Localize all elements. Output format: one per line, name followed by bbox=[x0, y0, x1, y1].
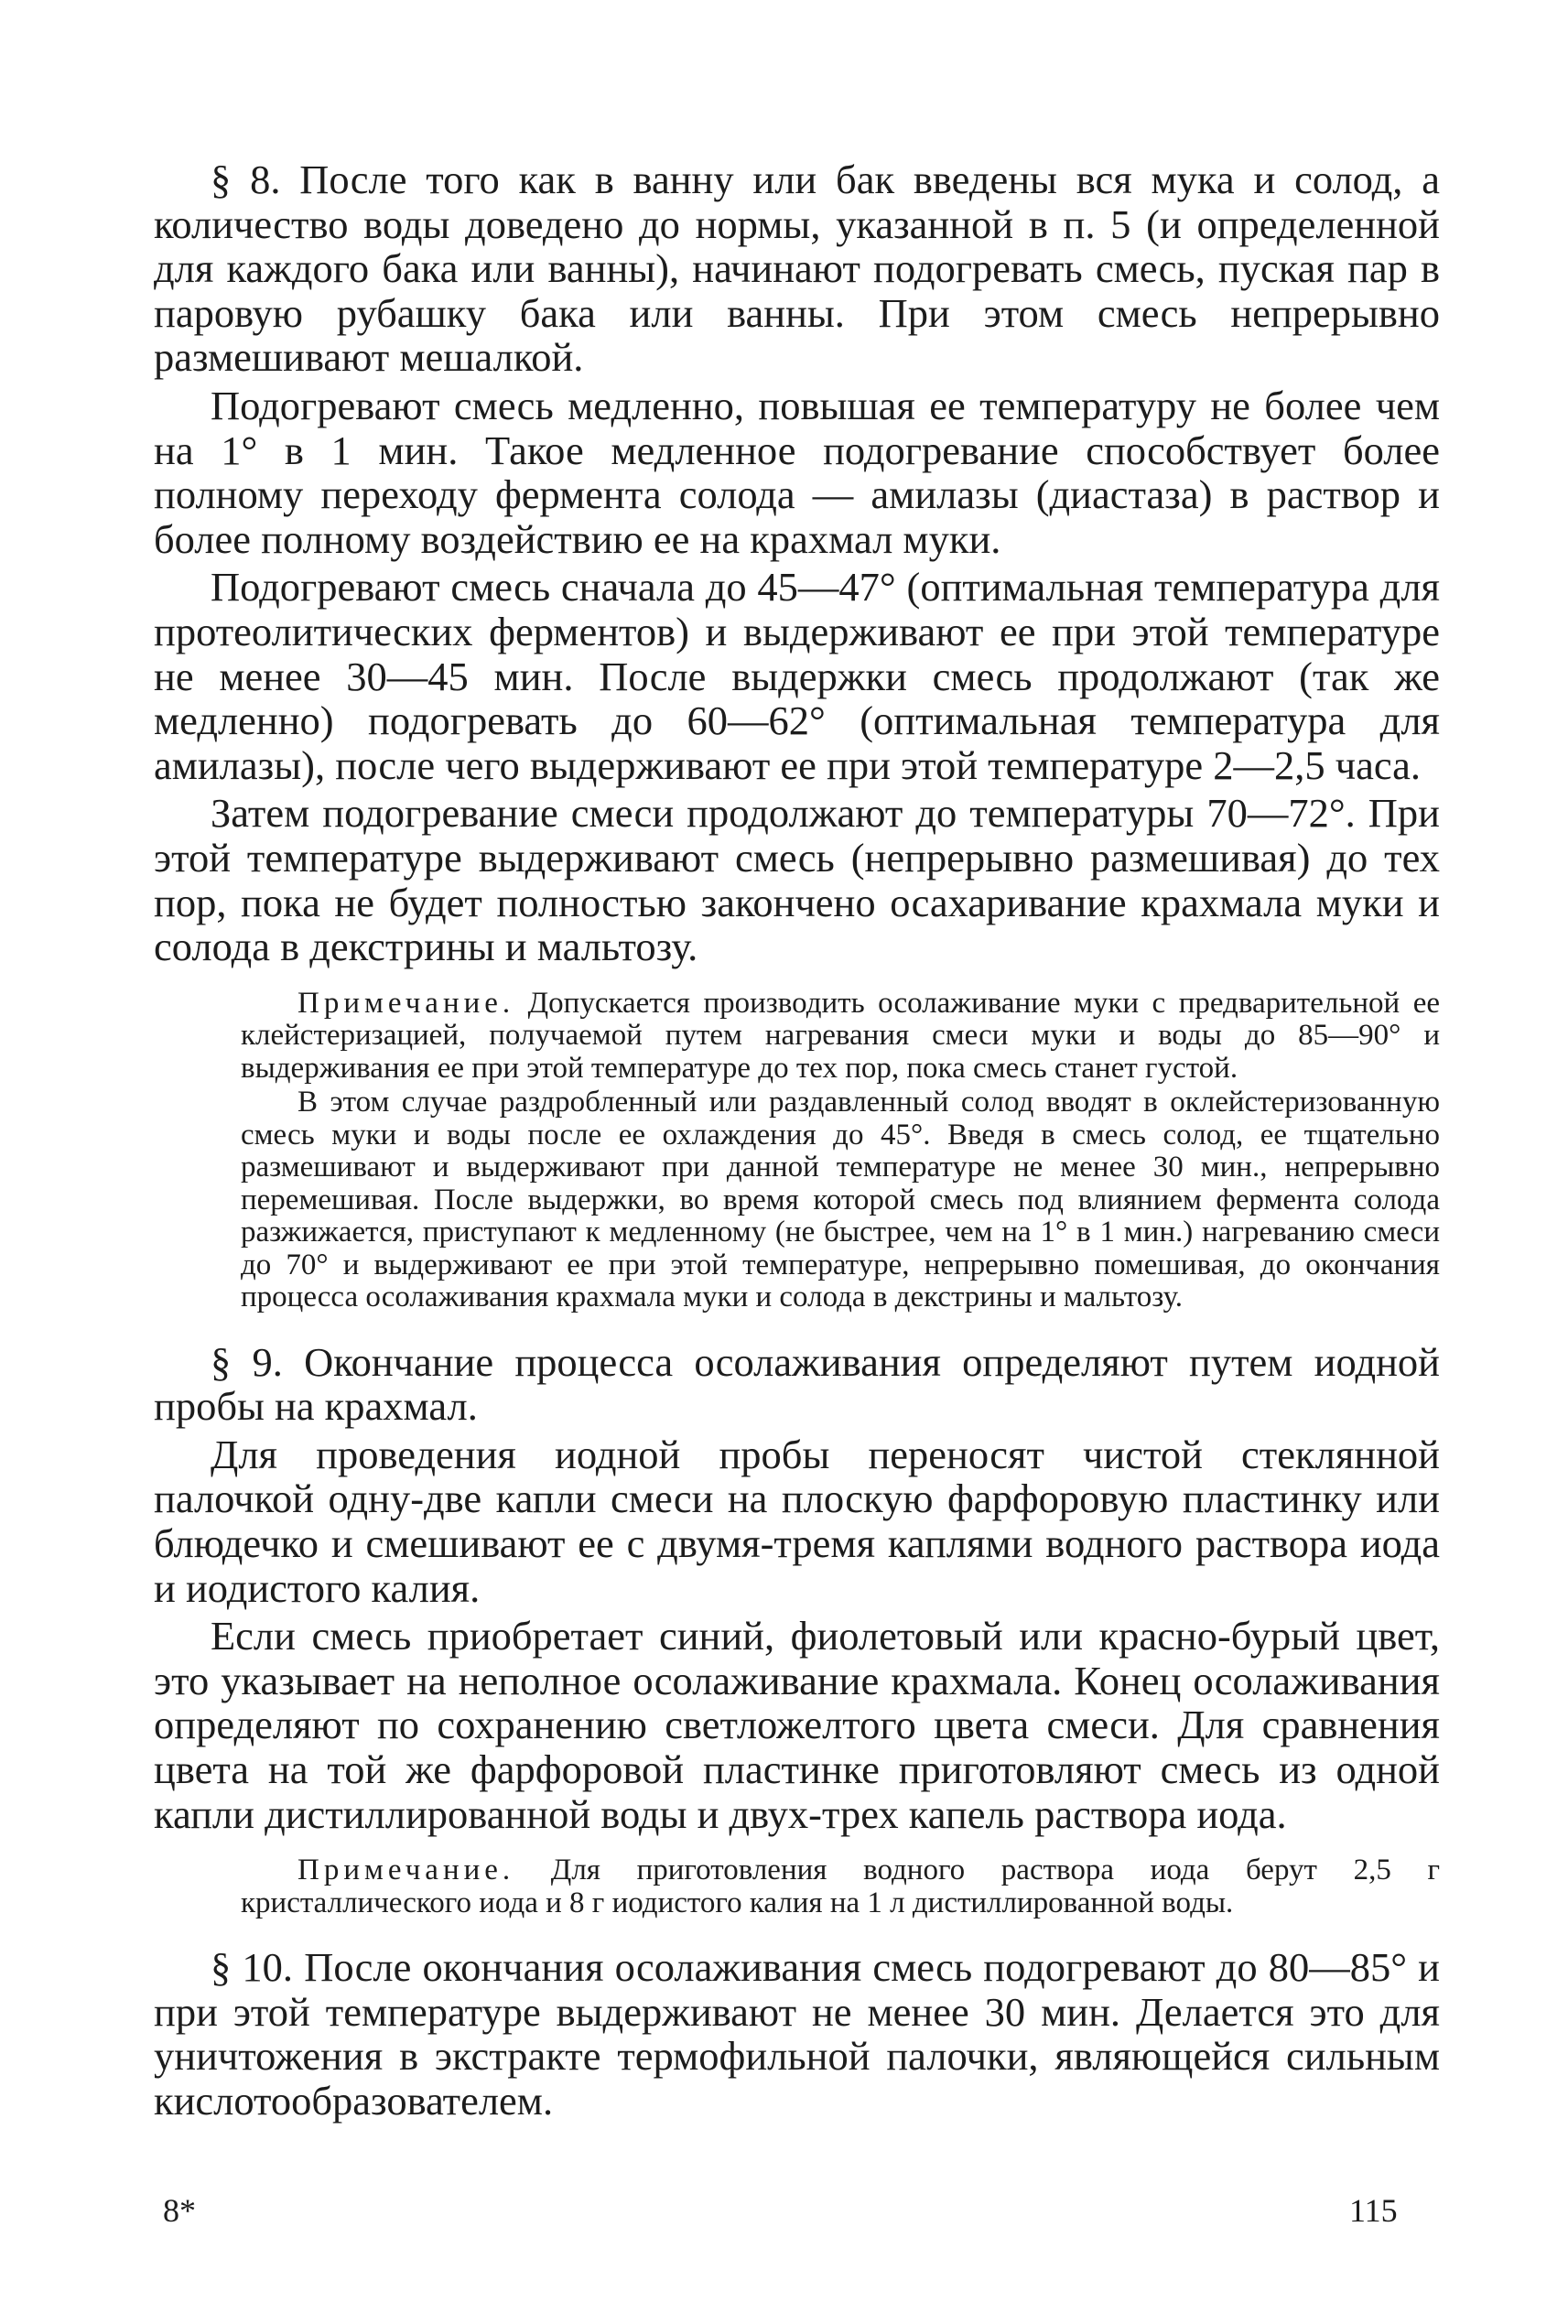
note-text: Для приготовления водного раствора иода берут 2,5 г кристаллического иода и 8 г иодистого калия на 1 л дистиллированной воды. bbox=[241, 1854, 1440, 1919]
paragraph-iodine-test: Для проведения иодной пробы переносят чистой стеклянной палочкой одну-две капли смеси на плоскую фарфоровую пластинку или блюдечко и смешивают ее с двумя-тремя каплями водного раствора иода и иодистого калия. bbox=[154, 1431, 1440, 1611]
note-text: Допускается производить осолаживание муки с предварительной ее клейстеризацией, получаемой путем нагревания смеси муки и воды до 85—90° и выдерживания ее при этой температуре до тех пор, пока смесь станет густой. bbox=[241, 986, 1440, 1085]
note-paragraph bbox=[241, 1854, 1440, 1919]
paragraph-heating-stages: Подогревают смесь сначала до 45—47° (оптимальная температура для протеолитических ферментов) и выдерживают ее при этой температуре не менее 30—45 мин. После выдержки смесь продолжают (так же медленно) подогревать до 60—62° (оптимальная температура для амилазы), после чего выдерживают ее при этой температуре 2—2,5 часа. bbox=[154, 564, 1440, 788]
note-paragraph bbox=[241, 988, 1440, 1086]
note-label: Примечание. bbox=[297, 1854, 515, 1887]
paragraph-color-check: Если смесь приобретает синий, фиолетовый или красно-бурый цвет, это указывает на неполное осолаживание крахмала. Конец осолаживания определяют по сохранению светложелтого цвета смеси. Для сравнения цвета на той же фарфоровой пластинке приготовляют смесь из одной капли дистиллированной воды и двух-трех капель раствора иода. bbox=[154, 1613, 1440, 1837]
note-paragraph-continued: В этом случае раздробленный или раздавленный солод вводят в оклейстеризованную смесь муки и воды после ее охлаждения до 45°. Введя в смесь солод, ее тщательно размешивают и выдерживают при данной температуре не менее 30 мин., непрерывно перемешивая. После выдержки, во время которой смесь под влиянием фермента солода разжижается, приступают к медленному (не быстрее, чем на 1° в 1 мин.) нагреванию смеси до 70° и выдерживают ее при этой температуре, непрерывно помешивая, до окончания процесса осолаживания крахмала муки и солода в декстрины и мальтозу. bbox=[241, 1086, 1440, 1314]
note-gelatinization bbox=[241, 988, 1440, 1314]
note-iodine-solution bbox=[241, 1854, 1440, 1919]
page-number: 115 bbox=[1349, 2192, 1398, 2229]
paragraph-section-8: § 8. После того как в ванну или бак введены вся мука и солод, а количество воды доведено до нормы, указанной в п. 5 (и определенной для каждого бака или ванны), начинают подогревать смесь, пуская пар в паровую рубашку бака или ванны. При этом смесь непрерывно размешивают мешалкой. bbox=[154, 157, 1440, 381]
paragraph-section-9: § 9. Окончание процесса осолаживания определяют путем иодной пробы на крахмал. bbox=[154, 1338, 1440, 1430]
note-label: Примечание. bbox=[297, 986, 515, 1020]
paragraph-heating-rate: Подогревают смесь медленно, повышая ее температуру не более чем на 1° в 1 мин. Такое медленное подогревание способствует более полному переходу фермента солода — амилазы (диастаза) в раствор и более полному воздействию ее на крахмал муки. bbox=[154, 382, 1440, 562]
signature-mark: 8* bbox=[163, 2192, 196, 2229]
paragraph-section-10: § 10. После окончания осолаживания смесь подогревают до 80—85° и при этой температуре выдерживают не менее 30 мин. Делается это для уничтожения в экстракте термофильной палочки, являющейся сильным кислотообразователем. bbox=[154, 1944, 1440, 2124]
paragraph-saccharification: Затем подогревание смеси продолжают до температуры 70—72°. При этой температуре выдерживают смесь (непрерывно размешивая) до тех пор, пока не будет полностью закончено осахаривание крахмала муки и солода в декстрины и мальтозу. bbox=[154, 790, 1440, 970]
page-body bbox=[154, 157, 1440, 2124]
